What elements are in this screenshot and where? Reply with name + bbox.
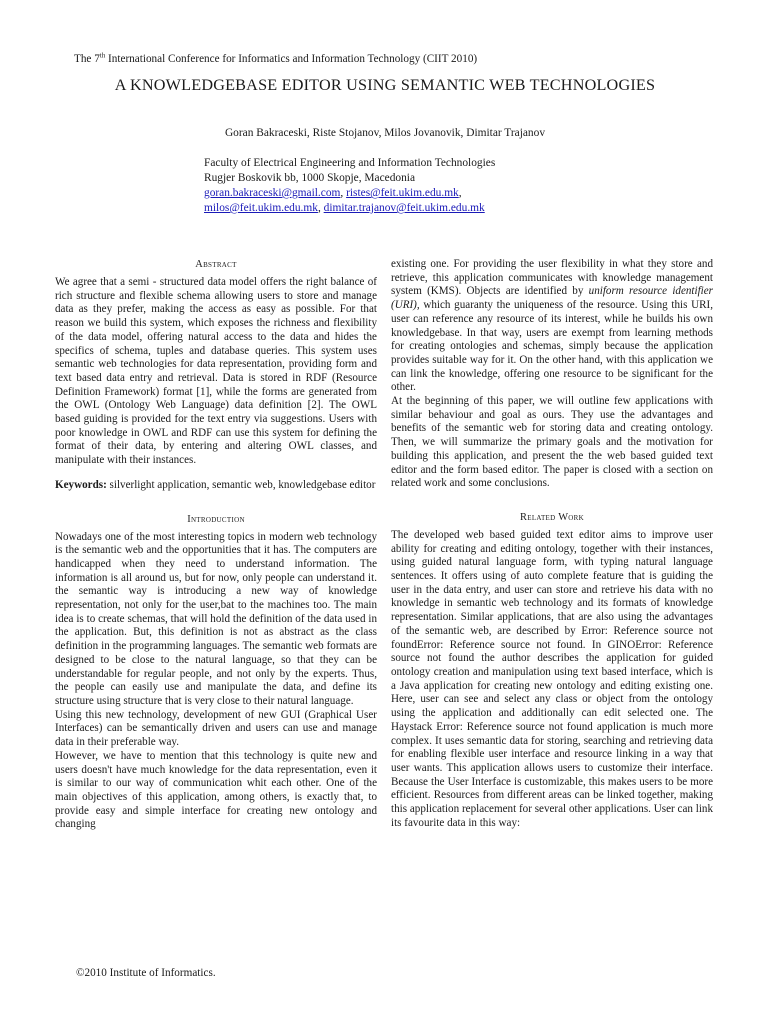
- right-paragraph-1-start: existing one. For providing the user flexibility in what they store and retrieve, this application communicates with knowledge management system (KMS). Objects are identified by: [391, 258, 713, 298]
- email-link[interactable]: milos@feit.ukim.edu.mk: [204, 202, 318, 214]
- email-link[interactable]: ristes@feit.ukim.edu.mk: [346, 187, 459, 199]
- right-paragraph-1: [391, 258, 713, 395]
- uri-term: uniform resource identifier (URI),: [391, 285, 713, 312]
- intro-paragraph-1: Nowadays one of the most interesting topics in modern web technology is the semantic web and the opportunities that it has. The computers are handicapped when they need to understand information. The information is all around us, but for now, only people can understand it. the semantic way is introducing a new way of knowledge representation, not only for the user,bat to the machines too. The main idea is to create schemas, that will hold the definition of the data used in the application. But, this definition is not as abstract as the class definition in the programming languages. The semantic web formats are designed to be close to the natural language, so that they can be understandable for regular people, and not only by the experts. Thus, the people can easily use and manipulate the data, and define its structure using structure that is very close to their natural language.: [55, 530, 377, 707]
- intro-paragraph-2: Using this new technology, development of new GUI (Graphical User Interfaces) can be semantically driven and users can use and manage data in their preferable way.: [55, 708, 377, 749]
- right-paragraph-1-end: which guaranty the uniqueness of the resource. Using this URI, user can reference any resource of its interest, while he builds his own knowledgebase. In that way, users are exempt from learning methods for creating ontologies and schemas, simply because the application provides suitable way for it. On the other hand, with this application we can link the knowledge, offering one resource to be significant for the other.: [391, 299, 713, 394]
- conference-name-suffix: International Conference for Informatics and Information Technology (CIIT 2010): [105, 53, 478, 65]
- abstract-body: We agree that a semi - structured data model offers the right balance of rich structure and flexible schema allowing users to store and manage data as they prefer, making the access as easy as possible. For that reason we build this system, which exposes the richness and flexibility of the data model, offering natural access to the data and hides the specifics of schema, tuples and database queries. This system uses semantic web technologies for data representation, providing form and text based data entry and retrieval. Data is stored in RDF (Resource Definition Framework) format [1], while the forms are generated from the OWL (Ontology Web Language) data definition [2]. The OWL based guiding is provided for the text entry via suggestions. Users with poor knowledge in OWL and RDF can use this system for defining the format of their data, by entering and altering OWL classes, and manipulate with their instances.: [55, 276, 377, 467]
- conference-name-prefix: The 7: [74, 53, 100, 65]
- author-list: Goran Bakraceski, Riste Stojanov, Milos Jovanovik, Dimitar Trajanov: [224, 127, 546, 139]
- conference-ordinal: th: [99, 51, 106, 60]
- intro-paragraph-3: However, we have to mention that this technology is quite new and users doesn't have much knowledge for the data representation, even it is similar to our way of communication whit each other. One of the main objectives of this application, among others, is exactly that, to provide easy and simple interface for creating new ontology and changing: [55, 749, 377, 831]
- right-paragraph-2: At the beginning of this paper, we will outline few applications with similar behaviour and goal as ours. They use the advantages and benefits of the semantic web for storing data and creating ontology. Then, we will summarize the primary goals and the motivation for building this application, and present the the web based guided text editor and the form based editor. The paper is closed with a section on related work and some conclusions.: [391, 395, 713, 490]
- keywords-text: silverlight application, semantic web, knowledgebase editor: [109, 478, 376, 491]
- keywords-label: Keywords:: [55, 478, 107, 491]
- email-link[interactable]: dimitar.trajanov@feit.ukim.edu.mk: [323, 202, 485, 214]
- abstract-heading: Abstract: [195, 259, 237, 270]
- related-work-heading: Related Work: [520, 511, 584, 523]
- right-column: [391, 258, 713, 830]
- left-column: [55, 258, 377, 832]
- conference-header: [74, 52, 477, 66]
- affiliation-block: [204, 156, 495, 216]
- email-line-2: milos@feit.ukim.edu.mk, dimitar.trajanov@feit.ukim.edu.mk: [204, 202, 485, 214]
- affiliation-faculty: Faculty of Electrical Engineering and Information Technologies: [204, 157, 496, 169]
- keywords: [55, 479, 377, 493]
- email-line-1: goran.bakraceski@gmail.com, ristes@feit.ukim.edu.mk,: [204, 187, 462, 199]
- introduction-heading: Introduction: [187, 513, 245, 525]
- copyright-footer: ©2010 Institute of Informatics.: [76, 967, 216, 979]
- paper-title: A KNOWLEDGEBASE EDITOR USING SEMANTIC WEB TECHNOLOGIES: [114, 76, 656, 94]
- email-link[interactable]: goran.bakraceski@gmail.com: [204, 187, 341, 199]
- related-work-body: The developed web based guided text editor aims to improve user ability for creating and editing ontology, together with their instances, using guided natural language form, with typing natural language sentences. It offers using of auto complete feature that is guiding the user in the data entry, and user can store and retrieve his data with no knowledge in semantic web technology and its formats of knowledge representation. Similar applications, that are also using the advantages of the semantic web, are described by Error: Reference source not foundError: Reference source not found. In GINOError: Reference source not found the author describes the application for guided ontology creation and manipulation using text based interface, which is a Java application for creating new ontology and editing existing one. Here, user can see and select any class or object from the ontology using the application and additionally can edit selected one. The Haystack Error: Reference source not found application is much more complex. It uses semantic data for storing, searching and retrieving data for enabling flexible user interface and resource linking in a way that user wants. This application allows users to customize their interface. Because the User Interface is customizable, this makes users to be more efficient. Resources from different areas can be linked together, making this application replacement for several other applications. User can link its favourite data in this way:: [391, 528, 713, 829]
- affiliation-address: Rugjer Boskovik bb, 1000 Skopje, Macedonia: [204, 172, 416, 184]
